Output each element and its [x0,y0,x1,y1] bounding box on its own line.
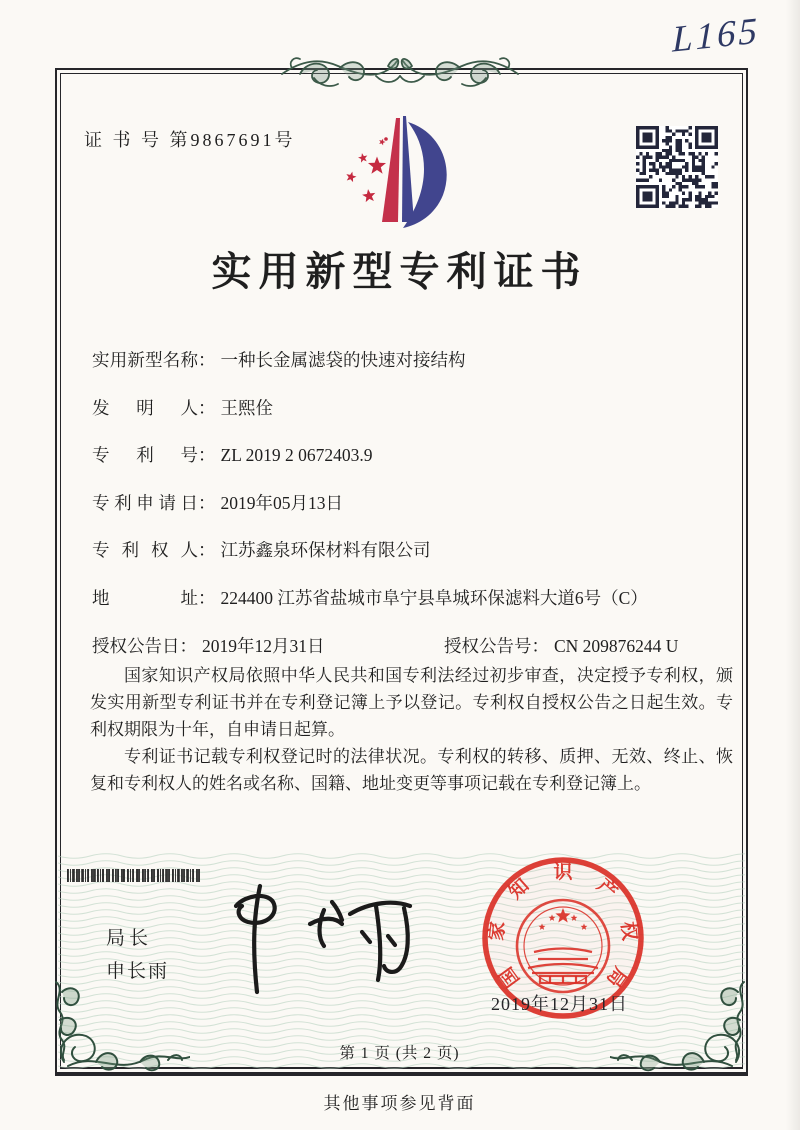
svg-text:国: 国 [495,962,525,991]
svg-text:识: 识 [553,862,573,883]
colon: ： [179,636,197,656]
legal-paragraph-1: 国家知识产权局依照中华人民共和国专利法经过初步审查，决定授予专利权，颁发实用新型专利证书并在专利登记簿上予以登记。专利权自授权公告之日起生效。专利权期限为十年，自申请日起算。 [90,666,733,739]
field-utility-model-name [92,347,466,372]
colon: ： [198,493,216,513]
certificate-title: 实用新型专利证书 [211,249,588,294]
field-label: 专利权人 [92,540,198,560]
cnipa-logo-icon [336,110,468,230]
see-back-note: 其他事项参见背面 [323,1094,476,1113]
svg-text:产: 产 [592,875,621,904]
colon: ： [198,540,216,560]
field-label: 实用新型名称 [92,350,198,370]
field-value: 江苏鑫泉环保材料有限公司 [220,540,431,560]
svg-text:权: 权 [616,920,640,942]
field-value: 2019年05月13日 [220,493,343,513]
field-grant-row [92,633,679,658]
grant-no-value: CN 209876244 U [554,636,679,656]
grant-number-pair [444,633,678,658]
field-inventor [92,395,273,420]
legal-text [90,662,733,797]
field-value: 王熙佺 [220,398,273,418]
field-patent-number [92,442,372,467]
colon: ： [531,636,549,656]
top-scroll-ornament-icon [280,44,520,100]
colon: ： [198,588,216,608]
legal-paragraph-2: 专利证书记载专利权登记时的法律状况。专利权的转移、质押、无效、终止、恢复和专利权人的姓名或名称、国籍、地址变更等事项记载在专利登记簿上。 [90,747,733,793]
field-patentee [92,537,431,562]
page-number: 第 1 页 (共 2 页) [339,1045,460,1062]
colon: ： [198,350,216,370]
field-label: 专利号 [92,445,198,465]
svg-text:家: 家 [486,920,510,942]
seal-date: 2019年12月31日 [491,994,628,1014]
colon: ： [198,398,216,418]
field-label: 发明人 [92,398,198,418]
grant-date-label: 授权公告日 [92,636,180,656]
qr-code [636,126,718,208]
grant-no-label: 授权公告号 [444,636,532,656]
field-label: 专利申请日 [92,493,198,513]
svg-text:知: 知 [505,875,534,904]
svg-text:局: 局 [601,962,631,991]
field-address [92,585,648,610]
field-value: 224400 江苏省盐城市阜宁县阜城环保滤料大道6号（C） [220,588,648,608]
field-filing-date [92,490,343,515]
commissioner-name: 申长雨 [106,961,170,982]
field-value: ZL 2019 2 0672403.9 [220,445,373,465]
field-value: 一种长金属滤袋的快速对接结构 [220,350,466,370]
barcode [67,869,200,882]
field-label: 地址 [92,588,198,608]
grant-date-value: 2019年12月31日 [202,636,325,656]
commissioner-title: 局长 [106,928,153,949]
commissioner-signature [212,880,417,998]
certificate-number: 证 书 号 第9867691号 [84,130,296,150]
colon: ： [198,445,216,465]
handwritten-annotation: L165 [672,10,760,61]
